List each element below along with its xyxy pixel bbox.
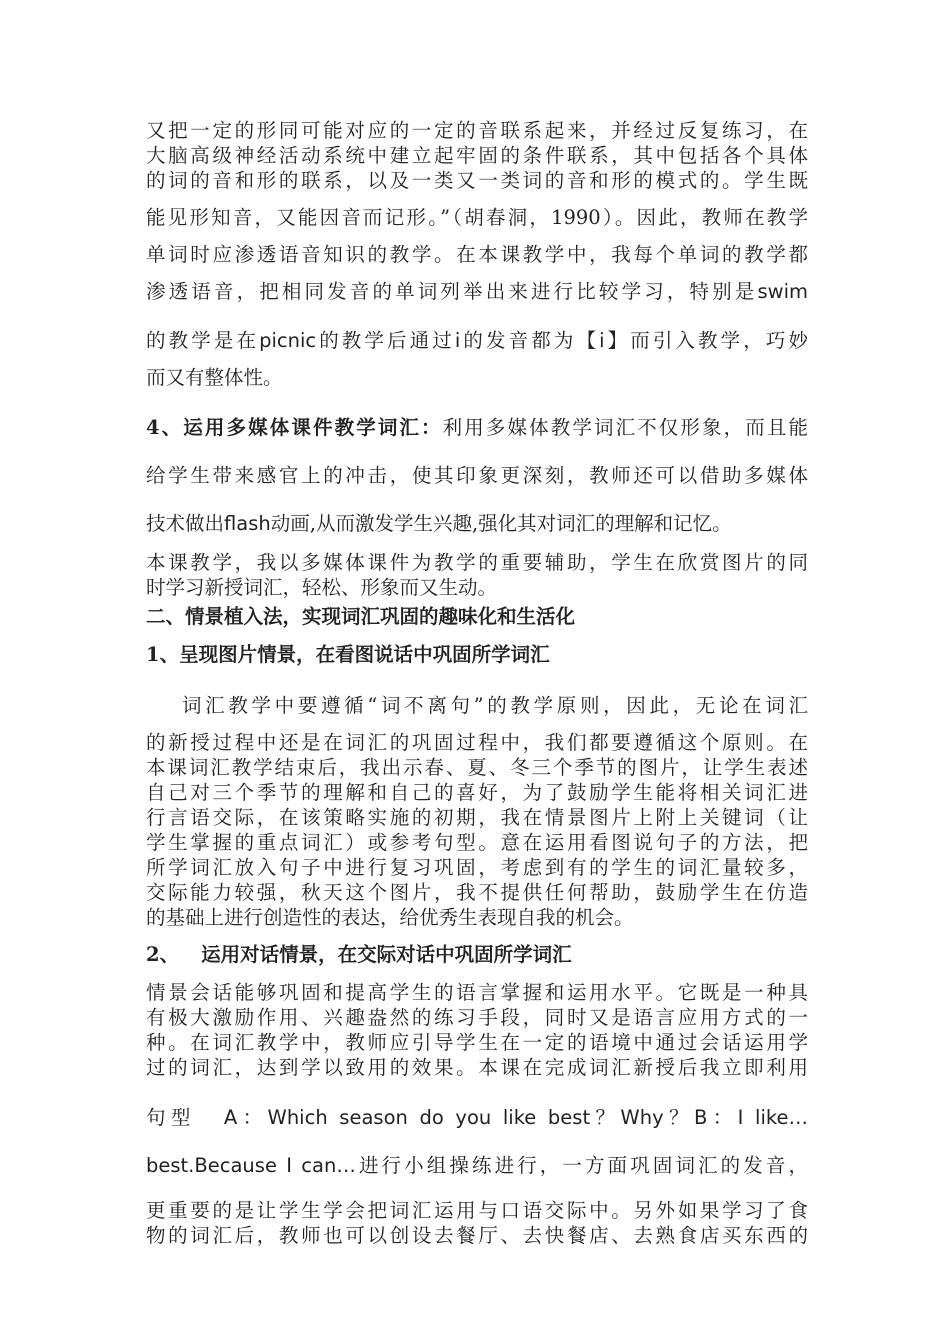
- paragraph-dialogue-end: [146, 1198, 808, 1248]
- text-run: 的教学是在: [146, 329, 260, 352]
- english-word: flash: [224, 512, 271, 535]
- english-word: swim: [757, 280, 808, 303]
- english-word: i: [599, 329, 605, 352]
- text-line: 大脑高级神经活动系统中建立起牢固的条件联系，其中包括各个具体: [146, 144, 808, 167]
- text-run: 句型: [146, 1106, 196, 1129]
- text-line: 学生掌握的重点词汇）或参考句型。意在运用看图说句子的方法，把: [146, 831, 808, 854]
- text-line: 行言语交际，在该策略实施的初期，我在情景图片上附上关键词（让: [146, 806, 808, 829]
- paragraph-picture-context: [146, 730, 808, 930]
- text-line: [146, 1142, 808, 1190]
- text-line: 时学习新授词汇，轻松、形象而又生动。: [146, 576, 498, 599]
- text-line: 而又有整体性。: [146, 366, 283, 389]
- text-line: [146, 273, 808, 310]
- text-run: 技术做出: [146, 512, 225, 535]
- text-run: 动画,从而激发学生兴趣,强化其对词汇的理解和记忆。: [270, 512, 732, 535]
- paragraph-multimedia: [146, 404, 808, 548]
- text-line: 的词的音和形的联系，以及一类又一类词的音和形的模式的。学生既: [146, 169, 808, 192]
- subsection-heading: [146, 940, 808, 970]
- english-word: picnic: [259, 329, 317, 352]
- text-line: 种。在词汇教学中，教师应引导学生在一定的语境中通过会话运用学: [146, 1031, 808, 1054]
- point-heading: 4、运用多媒体课件教学词汇：: [146, 416, 443, 439]
- text-line: 本课教学，我以多媒体课件为教学的重要辅助，学生在欣赏图片的同: [146, 551, 808, 574]
- section-heading: 二、情景植入法，实现词汇巩固的趣味化和生活化: [146, 605, 576, 628]
- heading-number: 2、: [146, 943, 180, 966]
- text-line: 词汇教学中要遵循“词不离句”的教学原则，因此，无论在词汇: [182, 694, 808, 717]
- text-line: [146, 322, 808, 359]
- text-line: 的新授过程中还是在词汇的巩固过程中，我们都要遵循这个原则。在: [146, 731, 808, 754]
- text-line: 更重要的是让学生学会把词汇运用与口语交际中。另外如果学习了食: [146, 1199, 808, 1222]
- text-line: 有极大激励作用、兴趣盎然的练习手段，同时又是语言应用方式的一: [146, 1006, 808, 1029]
- text-line: 自己对三个季节的理解和自己的喜好，为了鼓励学生能将相关词汇进: [146, 781, 808, 804]
- text-line: 单词时应渗透语音知识的教学。在本课教学中，我每个单词的教学都: [146, 243, 808, 266]
- paragraph-picture-context-first: [146, 688, 808, 724]
- text-run: 的发音都为【: [460, 329, 600, 352]
- text-line: 过的词汇，达到学以致用的效果。本课在完成词汇新授后我立即利用: [146, 1056, 808, 1079]
- english-word: i: [454, 329, 461, 352]
- paragraph-dialogue-context: [146, 980, 808, 1080]
- text-run: 】而引入教学，巧妙: [604, 329, 808, 352]
- text-run: 利用多媒体教学词汇不仅形象，而且能: [442, 416, 808, 439]
- text-line: 的基础上进行创造性的表达，给优秀生表现自我的机会。: [146, 906, 634, 929]
- text-line: 物的词汇后，教师也可以创设去餐厅、去快餐店、去熟食店买东西的: [146, 1224, 808, 1247]
- paragraph-phonics: [146, 118, 808, 193]
- text-line: [146, 404, 808, 452]
- text-line: [146, 1094, 808, 1142]
- paragraph-phonics-end: [146, 322, 808, 396]
- text-line: 情景会话能够巩固和提高学生的语言掌握和运用水平。它既是一种具: [146, 981, 808, 1004]
- text-line: [146, 500, 808, 548]
- text-line: 所学词汇放入句子中进行复习巩固，考虑到有的学生的词汇量较多，: [146, 856, 808, 879]
- subsection-heading: 1、呈现图片情景，在看图说话中巩固所学词汇: [146, 643, 550, 666]
- text-run: 进行小组操练进行，一方面巩固词汇的发音，: [355, 1154, 808, 1177]
- english-sentence: A：Which season do you like best？Why？B：I like…: [223, 1106, 808, 1129]
- text-line: 交际能力较强，秋天这个图片，我不提供任何帮助，鼓励学生在仿造: [146, 881, 808, 904]
- paragraph-dialogue-pattern: [146, 1094, 808, 1190]
- paragraph-multimedia-example: [146, 550, 808, 600]
- paragraph-phonics-cont: [146, 199, 808, 310]
- text-line: 又把一定的形同可能对应的一定的音联系起来，并经过反复练习，在: [146, 119, 808, 142]
- text-run: 的教学后通过: [316, 329, 455, 352]
- text-line: 能见形知音，又能因音而记形。”（胡春洞，1990）。因此，教师在教学: [146, 206, 808, 229]
- text-line: 本课词汇教学结束后，我出示春、夏、冬三个季节的图片，让学生表述: [146, 756, 808, 779]
- english-sentence: best.Because I can…: [146, 1154, 356, 1177]
- text-line: 给学生带来感官上的冲击，使其印象更深刻，教师还可以借助多媒体: [146, 464, 808, 487]
- document-page: [146, 118, 808, 1248]
- heading-text: 运用对话情景，在交际对话中巩固所学词汇: [201, 943, 572, 966]
- text-run: 渗透语音，把相同发音的单词列举出来进行比较学习，特别是: [146, 280, 758, 303]
